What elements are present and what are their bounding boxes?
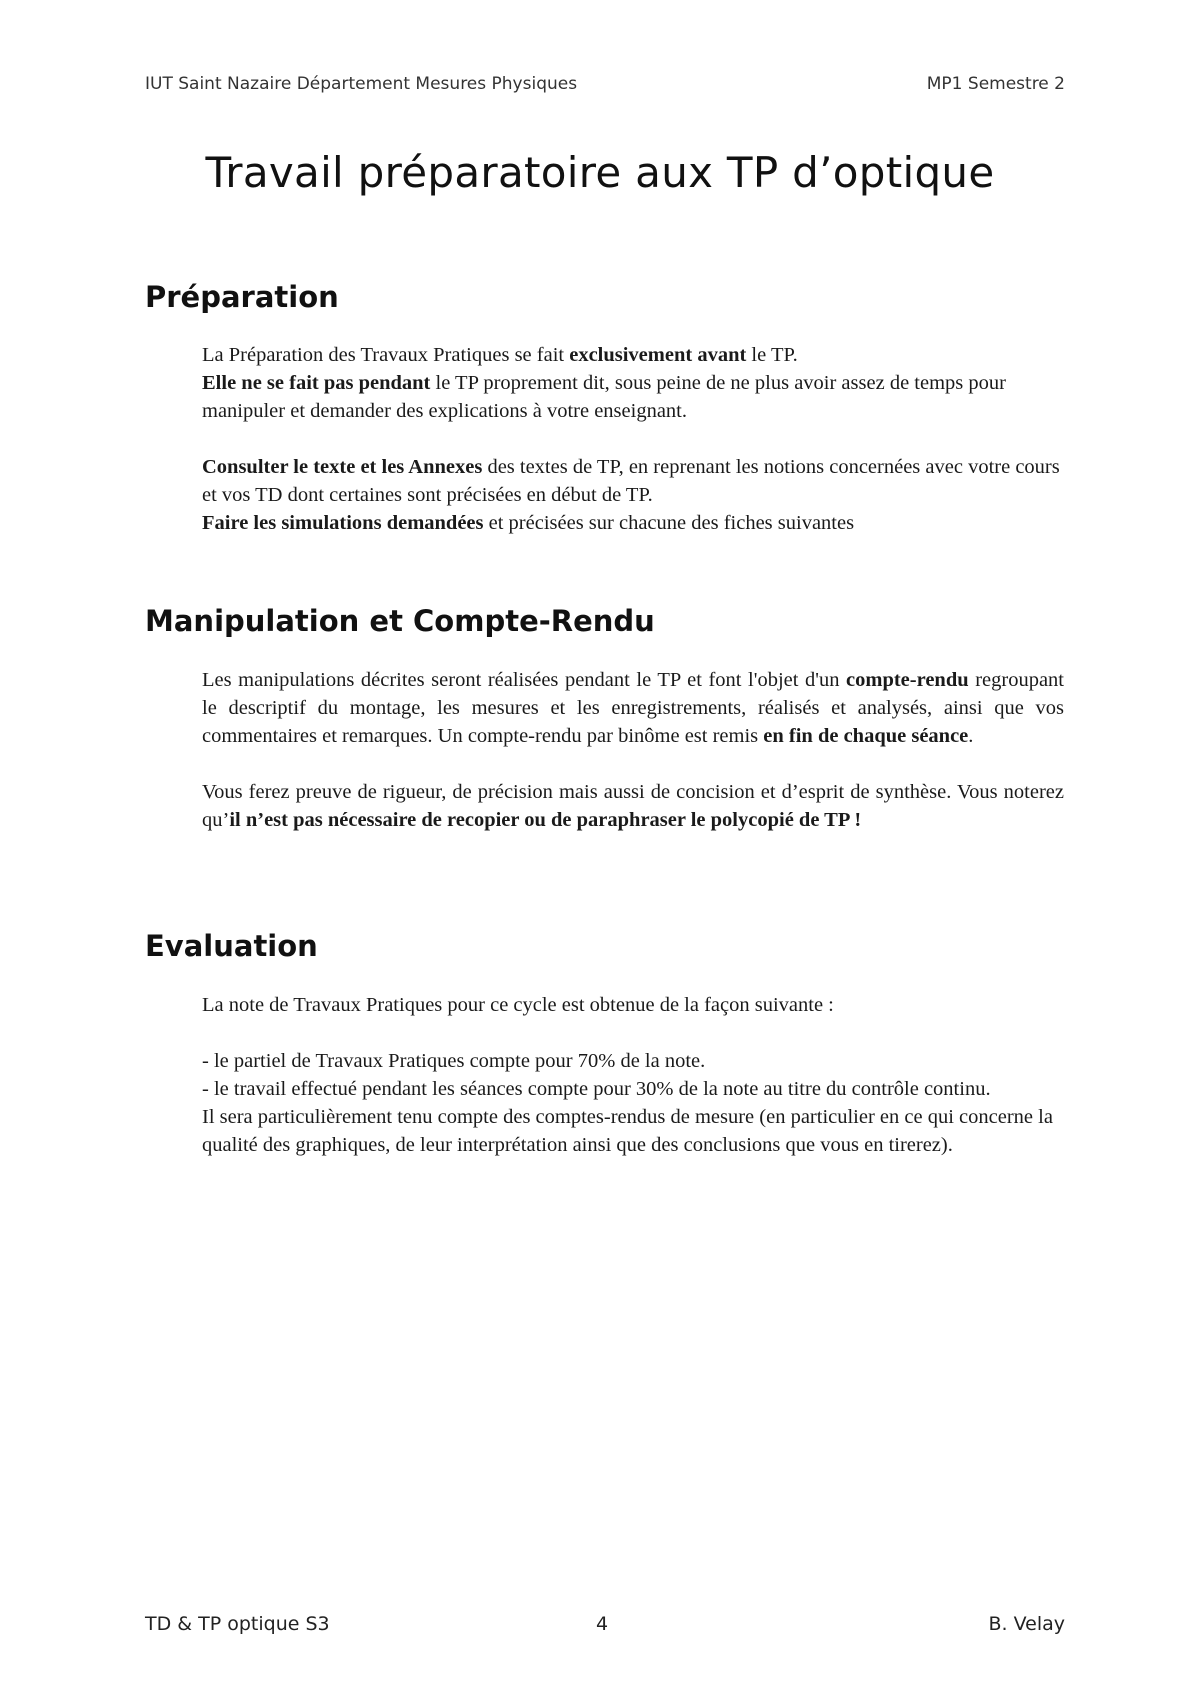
emphasis: en fin de chaque séance — [763, 725, 969, 747]
list-item: - le travail effectué pendant les séances compte pour 30% de la note au titre du contrôle continu. — [202, 1078, 991, 1100]
footer-author: B. Velay — [988, 1613, 1065, 1635]
footer-page-number: 4 — [596, 1613, 609, 1635]
section-body-preparation — [202, 341, 1064, 537]
text: Les manipulations décrites seront réalisées pendant le TP et font l'objet d'un — [202, 669, 847, 691]
paragraph — [202, 666, 1064, 750]
text: des textes de TP, en reprenant les notions concernées avec votre cours et vos TD dont certaines sont précisées en début de TP. — [202, 456, 1060, 506]
paragraph: Il sera particulièrement tenu compte des comptes-rendus de mesure (en particulier en ce qui concerne la qualité des graphiques, de leur interprétation ainsi que des conclusions que vous en tirerez). — [202, 1106, 1053, 1156]
section-body-manipulation — [202, 666, 1064, 834]
text: Vous ferez preuve de rigueur, de précision mais aussi de concision et d’esprit de synthèse. Vous noterez qu’ — [202, 781, 1064, 831]
text: le TP proprement dit, sous peine de ne plus avoir assez de temps pour manipuler et demander des explications à votre enseignant. — [202, 372, 1006, 422]
section-body-evaluation — [202, 991, 1064, 1159]
text: . — [968, 725, 974, 747]
paragraph — [202, 778, 1064, 834]
paragraph — [202, 453, 1064, 509]
paragraph — [202, 509, 1064, 537]
footer-course: TD & TP optique S3 — [145, 1613, 330, 1635]
emphasis: Consulter le texte et les Annexes — [202, 456, 483, 478]
text: le TP. — [746, 344, 798, 366]
document-title: Travail préparatoire aux TP d’optique — [205, 148, 995, 197]
paragraph — [202, 341, 1064, 369]
text: et précisées sur chacune des fiches suivantes — [483, 512, 855, 534]
section-heading-manipulation: Manipulation et Compte-Rendu — [145, 604, 655, 638]
text: regroupant le descriptif du montage, les mesures et les enregistrements, réalisés et analysés, ainsi que vos commentaires et remarques. Un compte-rendu par binôme est remis — [202, 669, 1064, 747]
section-heading-preparation: Préparation — [145, 280, 339, 314]
emphasis: compte-rendu — [846, 669, 969, 691]
paragraph: La note de Travaux Pratiques pour ce cycle est obtenue de la façon suivante : — [202, 994, 834, 1016]
emphasis: Faire les simulations demandées — [202, 512, 484, 534]
header-institution: IUT Saint Nazaire Département Mesures Physiques — [145, 74, 578, 94]
text: La Préparation des Travaux Pratiques se fait — [202, 344, 570, 366]
header-semester: MP1 Semestre 2 — [926, 74, 1065, 94]
section-heading-evaluation: Evaluation — [145, 929, 318, 963]
paragraph — [202, 369, 1064, 425]
list-item: - le partiel de Travaux Pratiques compte pour 70% de la note. — [202, 1050, 706, 1072]
emphasis: Elle ne se fait pas pendant — [202, 372, 431, 394]
emphasis: il n’est pas nécessaire de recopier ou de paraphraser le polycopié de TP ! — [229, 809, 862, 831]
emphasis: exclusivement avant — [569, 344, 747, 366]
